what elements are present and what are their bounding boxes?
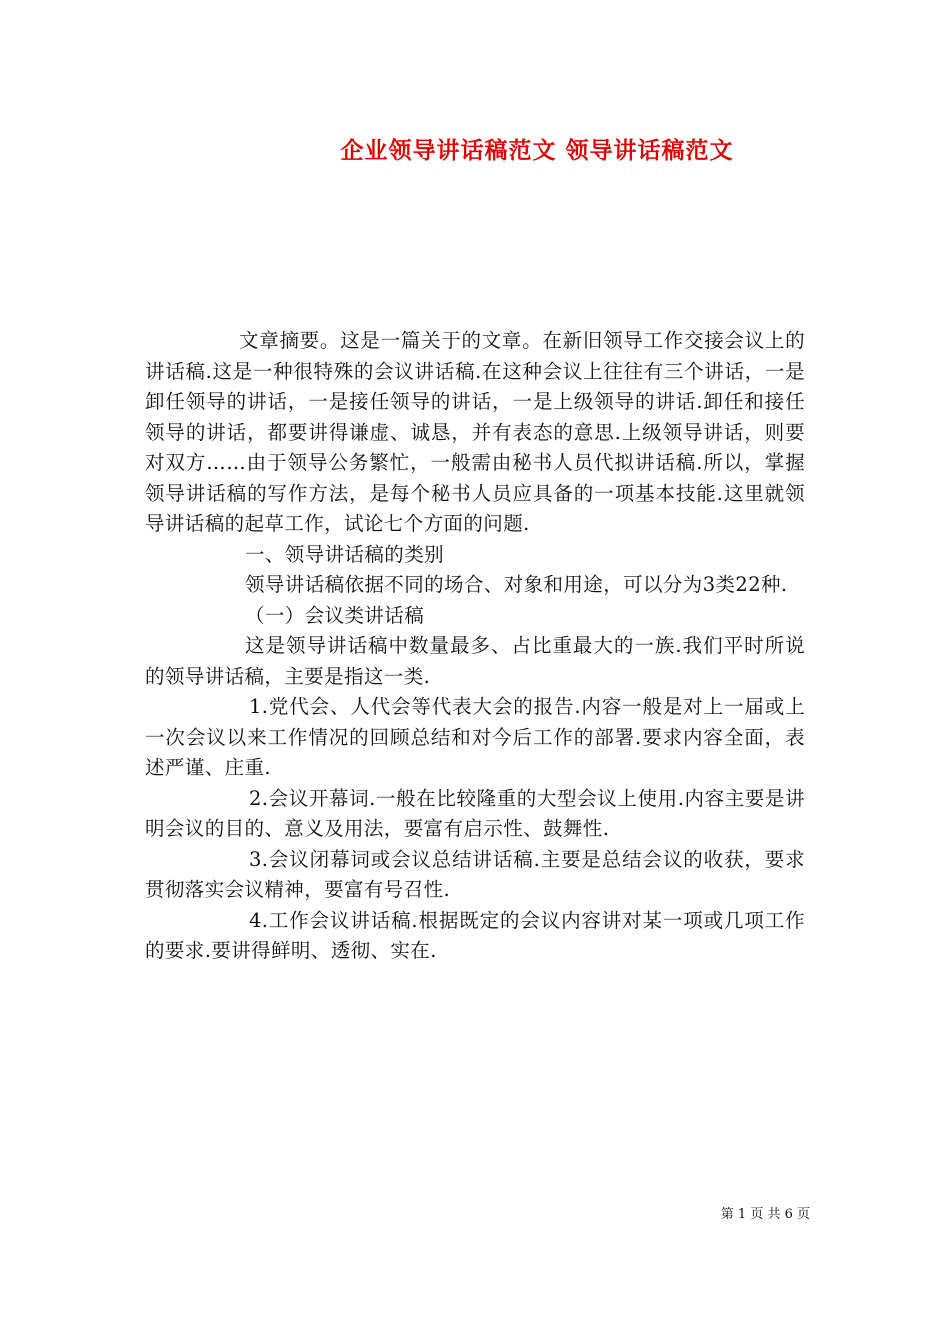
list-item-2: 2.会议开幕词.一般在比较隆重的大型会议上使用.内容主要是讲明会议的目的、意义及用法，要富有启示性、鼓舞性. (145, 786, 805, 840)
document-title: 企业领导讲话稿范文 领导讲话稿范文 (340, 137, 734, 164)
body-paragraph: 这是领导讲话稿中数量最多、占比重最大的一族.我们平时所说的领导讲话稿，主要是指这一类. (145, 634, 805, 688)
abstract-paragraph: 文章摘要。这是一篇关于的文章。在新旧领导工作交接会议上的讲话稿.这是一种很特殊的会议讲话稿.在这种会议上往往有三个讲话，一是卸任领导的讲话，一是接任领导的讲话，一是上级领导的讲话.卸任和接任领导的讲话，都要讲得谦虚、诚恳，并有表态的意思.上级领导讲话，则要对双方……由于领导公务繁忙，一般需由秘书人员代拟讲话稿.所以，掌握领导讲话稿的写作方法，是每个秘书人员应具备的一项基本技能.这里就领导讲话稿的起草工作，试论七个方面的问题. (145, 329, 805, 535)
list-item-3: 3.会议闭幕词或会议总结讲话稿.主要是总结会议的收获，要求贯彻落实会议精神，要富有号召性. (145, 847, 805, 901)
body-paragraph: 领导讲话稿依据不同的场合、对象和用途，可以分为3类22种. (245, 573, 788, 596)
list-item-4: 4.工作会议讲话稿.根据既定的会议内容讲对某一项或几项工作的要求.要讲得鲜明、透彻、实在. (145, 908, 805, 962)
page-number: 第 1 页 共 6 页 (720, 1207, 810, 1222)
section-heading-categories: 一、领导讲话稿的类别 (245, 542, 445, 566)
list-item-1: 1.党代会、人代会等代表大会的报告.内容一般是对上一届或上一次会议以来工作情况的回顾总结和对今后工作的部署.要求内容全面，表述严谨、庄重. (145, 695, 805, 779)
document-body (145, 326, 805, 967)
subsection-heading-meeting: （一）会议类讲话稿 (245, 603, 425, 627)
